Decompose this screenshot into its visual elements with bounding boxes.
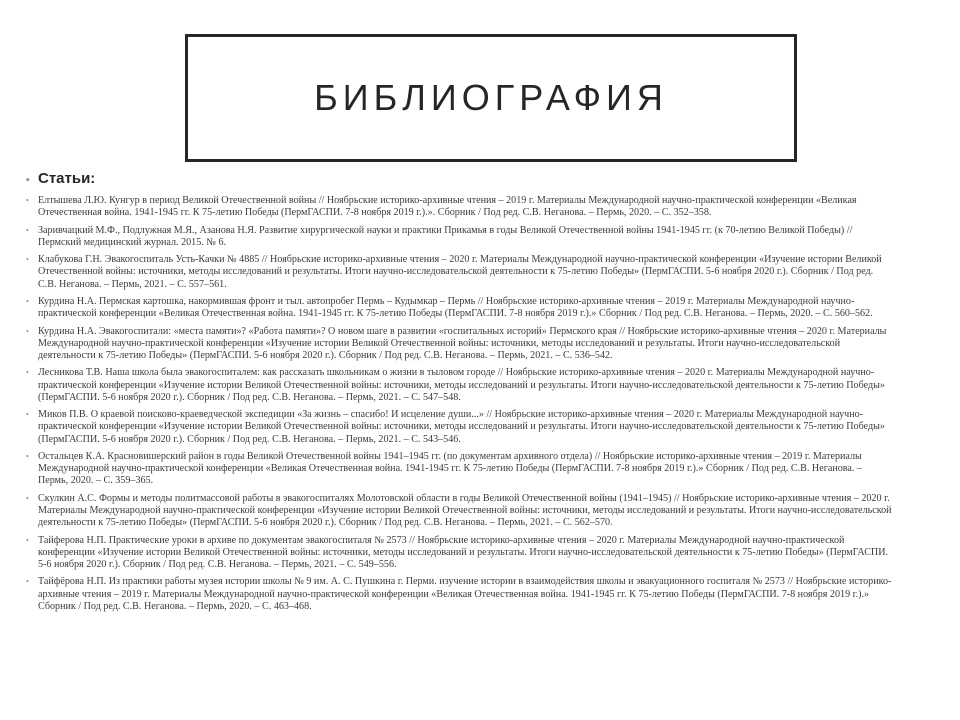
reference-text: Заривчацкий М.Ф., Подлужная М.Я., Азанова Н.Я. Развитие хирургической науки и практики Прикамья в годы Великой Отечественной войны 1941-1945 гг. (к 70-летию Великой Победы) // Пермский медицинский журнал. 2015. № 6.	[38, 224, 853, 248]
reference-text: Лесникова Т.В. Наша школа была эвакогоспиталем: как рассказать школьникам о жизни в тыловом городе // Ноябрьские историко-архивные чтения – 2020 г. Материалы Международной научно-практической конференции «Изучение истории Великой Отечественной войны: источники, методы исследований и результаты. Итоги научно-исследовательской деятельности к 75-летию Победы» (ПермГАСПИ. 5-6 ноября 2020 г.). Сборник / Под ред. С.В. Неганова. – Пермь, 2021. – С. 547–548.	[38, 367, 885, 403]
reference-item	[26, 225, 894, 249]
bullet-icon: •	[26, 175, 30, 186]
bullet-icon: •	[26, 493, 29, 503]
reference-text: Елтышева Л.Ю. Кунгур в период Великой Отечественной войны // Ноябрьские историко-архивные чтения – 2019 г. Материалы Международной научно-практической конференции «Великая Отечественная война. 1941-1945 гг. К 75-летию Победы (ПермГАСПИ. 7-8 ноября 2019 г.).». Сборник / Под ред. С.В. Неганова. – Пермь, 2020. – С. 352–358.	[38, 195, 857, 219]
bullet-icon: •	[26, 368, 29, 378]
page-title: БИБЛИОГРАФИЯ	[314, 77, 668, 118]
bullet-icon: •	[26, 451, 29, 461]
bullet-icon: •	[26, 196, 29, 205]
reference-text: Тайфёрова Н.П. Из практики работы музея истории школы № 9 им. А. С. Пушкина г. Перми. изучение истории в взаимодействия школы и эвакуационного госпиталя № 2573 // Ноябрьские историко-архивные чтения – 2019 г. Материалы Международной научно-практической конференции «Великая Отечественная война. 1941-1945 гг. К 75-летию Победы (ПермГАСПИ. 7-8 ноября 2019 г.).» Сборник / Под ред. С.В. Неганова. – Пермь, 2020. – С. 463–468.	[38, 576, 892, 612]
bullet-icon: •	[26, 326, 29, 336]
reference-item	[26, 535, 894, 572]
reference-text: Курдина Н.А. Эвакогоспитали: «места памяти»? «Работа памяти»? О новом шаге в развитии «госпитальных историй» Пермского края // Ноябрьские историко-архивные чтения – 2020 г. Материалы Международной научно-практической конференции «Изучение истории Великой Отечественной войны: источники, методы исследований и результаты. Итоги научно-исследовательской деятельности к 75-летию Победы» (ПермГАСПИ. 5-6 ноября 2020 г.). Сборник / Под ред. С.В. Неганова. – Пермь, 2021. – С. 536–542.	[38, 325, 887, 361]
section-heading	[26, 170, 894, 187]
reference-item	[26, 493, 894, 530]
reference-item	[26, 326, 894, 363]
bullet-icon: •	[26, 255, 29, 265]
reference-text: Остальцев К.А. Красновишерский район в годы Великой Отечественной войны 1941–1945 гг. (по документам архивного отдела) // Ноябрьские историко-архивные чтения – 2019 г. Материалы Международной научно-практической конференции «Великая Отечественная война. 1941-1945 гг. К 75-летию Победы (ПермГАСПИ. 7-8 ноября 2019 г.).» Сборник / Под ред. С.В. Неганова. – Пермь, 2020. – С. 359–365.	[38, 450, 862, 487]
bibliography-content	[26, 170, 894, 618]
reference-text: Курдина Н.А. Пермская картошка, накормившая фронт и тыл. автопробег Пермь – Кудымкар – Пермь // Ноябрьские историко-архивные чтения – 2019 г. Материалы Международной научно-практической конференции «Великая Отечественная война. 1941-1945 гг. К 75-летию Победы (ПермГАСПИ. 7-8 ноября 2019 г.).» Сборник / Под ред. С.В. Неганова. – Пермь, 2020. – С. 560–562.	[38, 295, 873, 320]
bullet-icon: •	[26, 225, 29, 235]
reference-list	[26, 195, 894, 613]
bullet-icon: •	[26, 577, 29, 587]
bullet-icon: •	[26, 535, 29, 545]
reference-text: Миков П.В. О краевой поисково-краеведческой экспедиции «За жизнь – спасибо! И исцеление души...» // Ноябрьские историко-архивные чтения – 2020 г. Материалы Международной научно-практической конференции «Изучение истории Великой Отечественной войны: источники, методы исследований и результаты. Итоги научно-исследовательской деятельности к 75-летию Победы» (ПермГАСПИ. 5-6 ноября 2020 г.). Сборник / Под ред. С.В. Неганова. – Пермь, 2021. – С. 543–546.	[38, 409, 885, 445]
reference-item	[26, 195, 894, 219]
reference-text: Скулкин А.С. Формы и методы политмассовой работы в эвакогоспиталях Молотовской области в годы Великой Отечественной войны (1941–1945) // Ноябрьские историко-архивные чтения – 2020 г. Материалы Международной научно-практической конференции «Изучение истории Великой Отечественной войны: источники, методы исследований и результаты. Итоги научно-исследовательской деятельности к 75-летию Победы» (ПермГАСПИ. 5-6 ноября 2020 г.). Сборник / Под ред. С.В. Неганова. – Пермь, 2021. – С. 562–570.	[38, 492, 892, 529]
reference-item	[26, 451, 894, 488]
reference-item	[26, 367, 894, 404]
reference-item	[26, 254, 894, 291]
section-label: Статьи:	[38, 170, 96, 187]
reference-item	[26, 296, 894, 320]
title-box	[185, 34, 797, 162]
reference-text: Тайферова Н.П. Практические уроки в архиве по документам эвакогоспиталя № 2573 // Ноябрьские историко-архивные чтения – 2020 г. Материалы Международной научно-практической конференции «Изучение истории Великой Отечественной войны: источники, методы исследований и результаты. Итоги научно-исследовательской деятельности к 75-летию Победы» (ПермГАСПИ. 5-6 ноября 2020 г.). Сборник / Под ред. С.В. Неганова. – Пермь, 2021. – С. 549–556.	[38, 534, 889, 570]
reference-item	[26, 409, 894, 446]
bullet-icon: •	[26, 410, 29, 420]
reference-item	[26, 576, 894, 613]
bullet-icon: •	[26, 296, 29, 306]
reference-text: Клабукова Г.Н. Эвакогоспиталь Усть-Качки № 4885 // Ноябрьские историко-архивные чтения – 2020 г. Материалы Международной научно-практической конференции «Изучение истории Великой Отечественной войны: источники, методы исследований и результаты. Итоги научно-исследовательской деятельности к 75-летию Победы» (ПермГАСПИ. 5-6 ноября 2020 г.). Сборник / Под ред. С.В. Неганова. – Пермь, 2021. – С. 557–561.	[38, 254, 882, 290]
